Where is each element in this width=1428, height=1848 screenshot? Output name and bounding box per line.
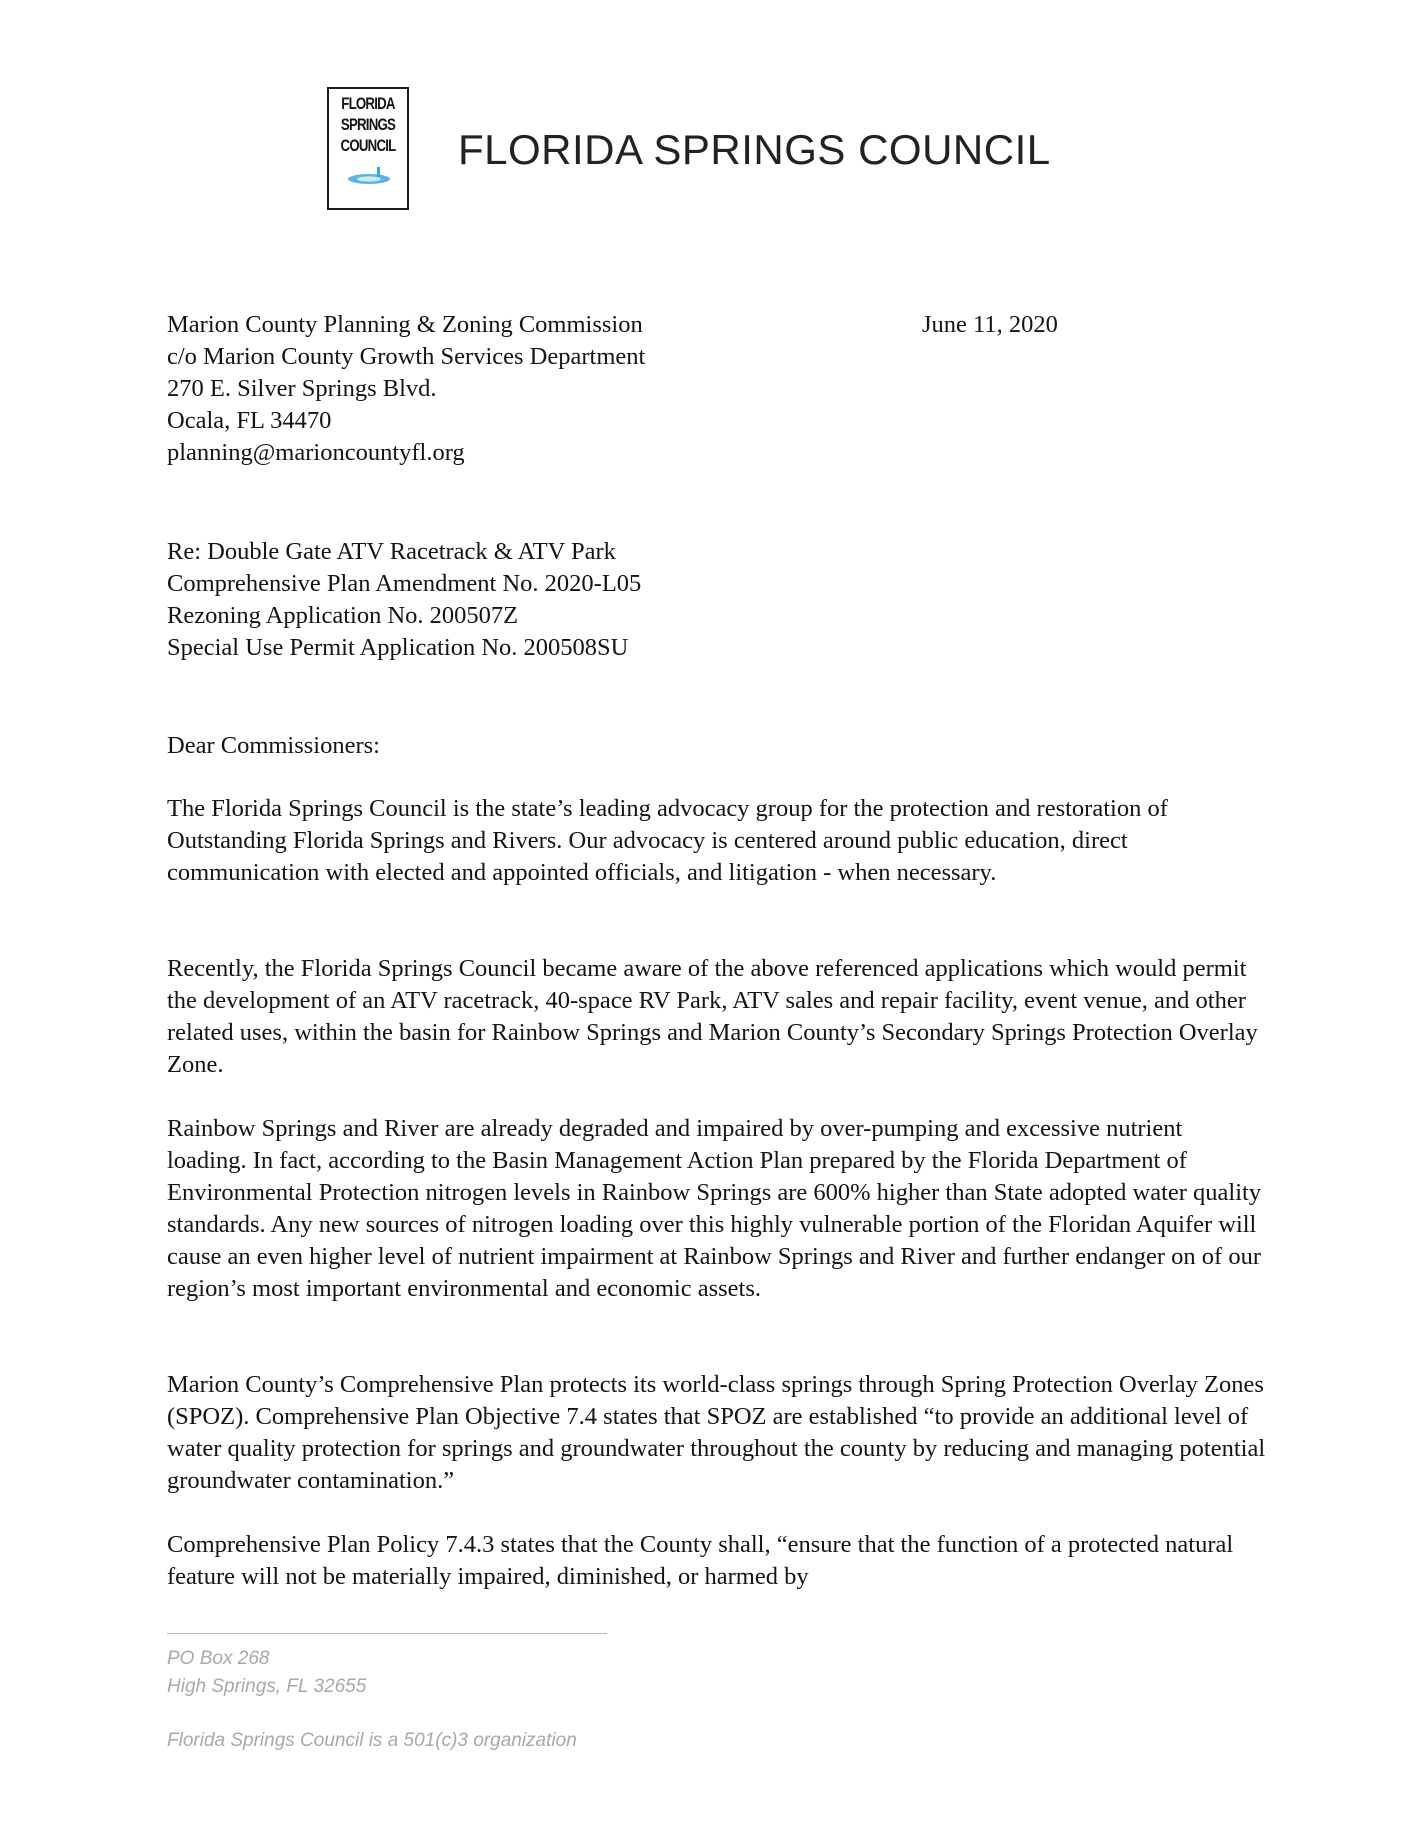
logo-text-line-1: FLORIDA (341, 94, 395, 113)
body-paragraph-3 (167, 1113, 1267, 1305)
water-ripple-icon (347, 167, 391, 185)
paragraph-text: The Florida Springs Council is the state’s leading advocacy group for the protection and restoration of Outstanding Florida Springs and Rivers. Our advocacy is centered around public education, direct communication with elected and appointed officials, and litigation - when necessary. (167, 795, 1168, 886)
body-paragraph-2 (167, 953, 1267, 1081)
logo-text-line-2: SPRINGS (340, 115, 396, 134)
organization-logo (327, 87, 409, 210)
recipient-line: c/o Marion County Growth Services Department (167, 343, 646, 370)
recipient-address (167, 309, 767, 469)
recipient-line: 270 E. Silver Springs Blvd. (167, 375, 437, 402)
paragraph-text: Marion County’s Comprehensive Plan protects its world-class springs through Spring Protection Overlay Zones (SPOZ). Comprehensive Plan Objective 7.4 states that SPOZ are established “to provide an additional level of water quality protection for springs and groundwater throughout the county by reducing and managing potential groundwater contamination.” (167, 1371, 1266, 1494)
body-paragraph-5 (167, 1529, 1267, 1593)
paragraph-text: Comprehensive Plan Policy 7.4.3 states that the County shall, “ensure that the function of a protected natural feature will not be materially impaired, diminished, or harmed by (167, 1531, 1234, 1590)
letter-date: June 11, 2020 (922, 311, 1058, 338)
paragraph-text: Rainbow Springs and River are already degraded and impaired by over-pumping and excessive nutrient loading. In fact, according to the Basin Management Action Plan prepared by the Florida Department of Environmental Protection nitrogen levels in Rainbow Springs are 600% higher than State adopted water quality standards. Any new sources of nitrogen loading over this highly vulnerable portion of the Floridan Aquifer will cause an even higher level of nutrient impairment at Rainbow Springs and River and further endanger on of our region’s most important environmental and economic assets. (167, 1115, 1262, 1302)
subject-line: Comprehensive Plan Amendment No. 2020-L05 (167, 570, 642, 597)
salutation: Dear Commissioners: (167, 732, 380, 759)
paragraph-text: Recently, the Florida Springs Council became aware of the above referenced applications which would permit the development of an ATV racetrack, 40-space RV Park, ATV sales and repair facility, event venue, and other related uses, within the basin for Rainbow Springs and Marion County’s Secondary Springs Protection Overlay Zone. (167, 955, 1258, 1078)
footer-address-line-1: PO Box 268 (167, 1648, 270, 1669)
organization-name: FLORIDA SPRINGS COUNCIL (458, 126, 1051, 173)
logo-text-line-3: COUNCIL (340, 136, 396, 155)
recipient-line: Marion County Planning & Zoning Commission (167, 311, 643, 338)
subject-line: Special Use Permit Application No. 200508SU (167, 634, 629, 661)
subject-line: Re: Double Gate ATV Racetrack & ATV Park (167, 538, 616, 565)
subject-line: Rezoning Application No. 200507Z (167, 602, 519, 629)
body-paragraph-1 (167, 793, 1267, 889)
recipient-line: Ocala, FL 34470 (167, 407, 332, 434)
footer-note: Florida Springs Council is a 501(c)3 organization (167, 1730, 577, 1751)
recipient-email: planning@marioncountyfl.org (167, 439, 465, 466)
subject-block (167, 536, 1067, 664)
footer-divider (167, 1633, 607, 1634)
body-paragraph-4 (167, 1369, 1267, 1497)
footer-address-line-2: High Springs, FL 32655 (167, 1676, 367, 1697)
